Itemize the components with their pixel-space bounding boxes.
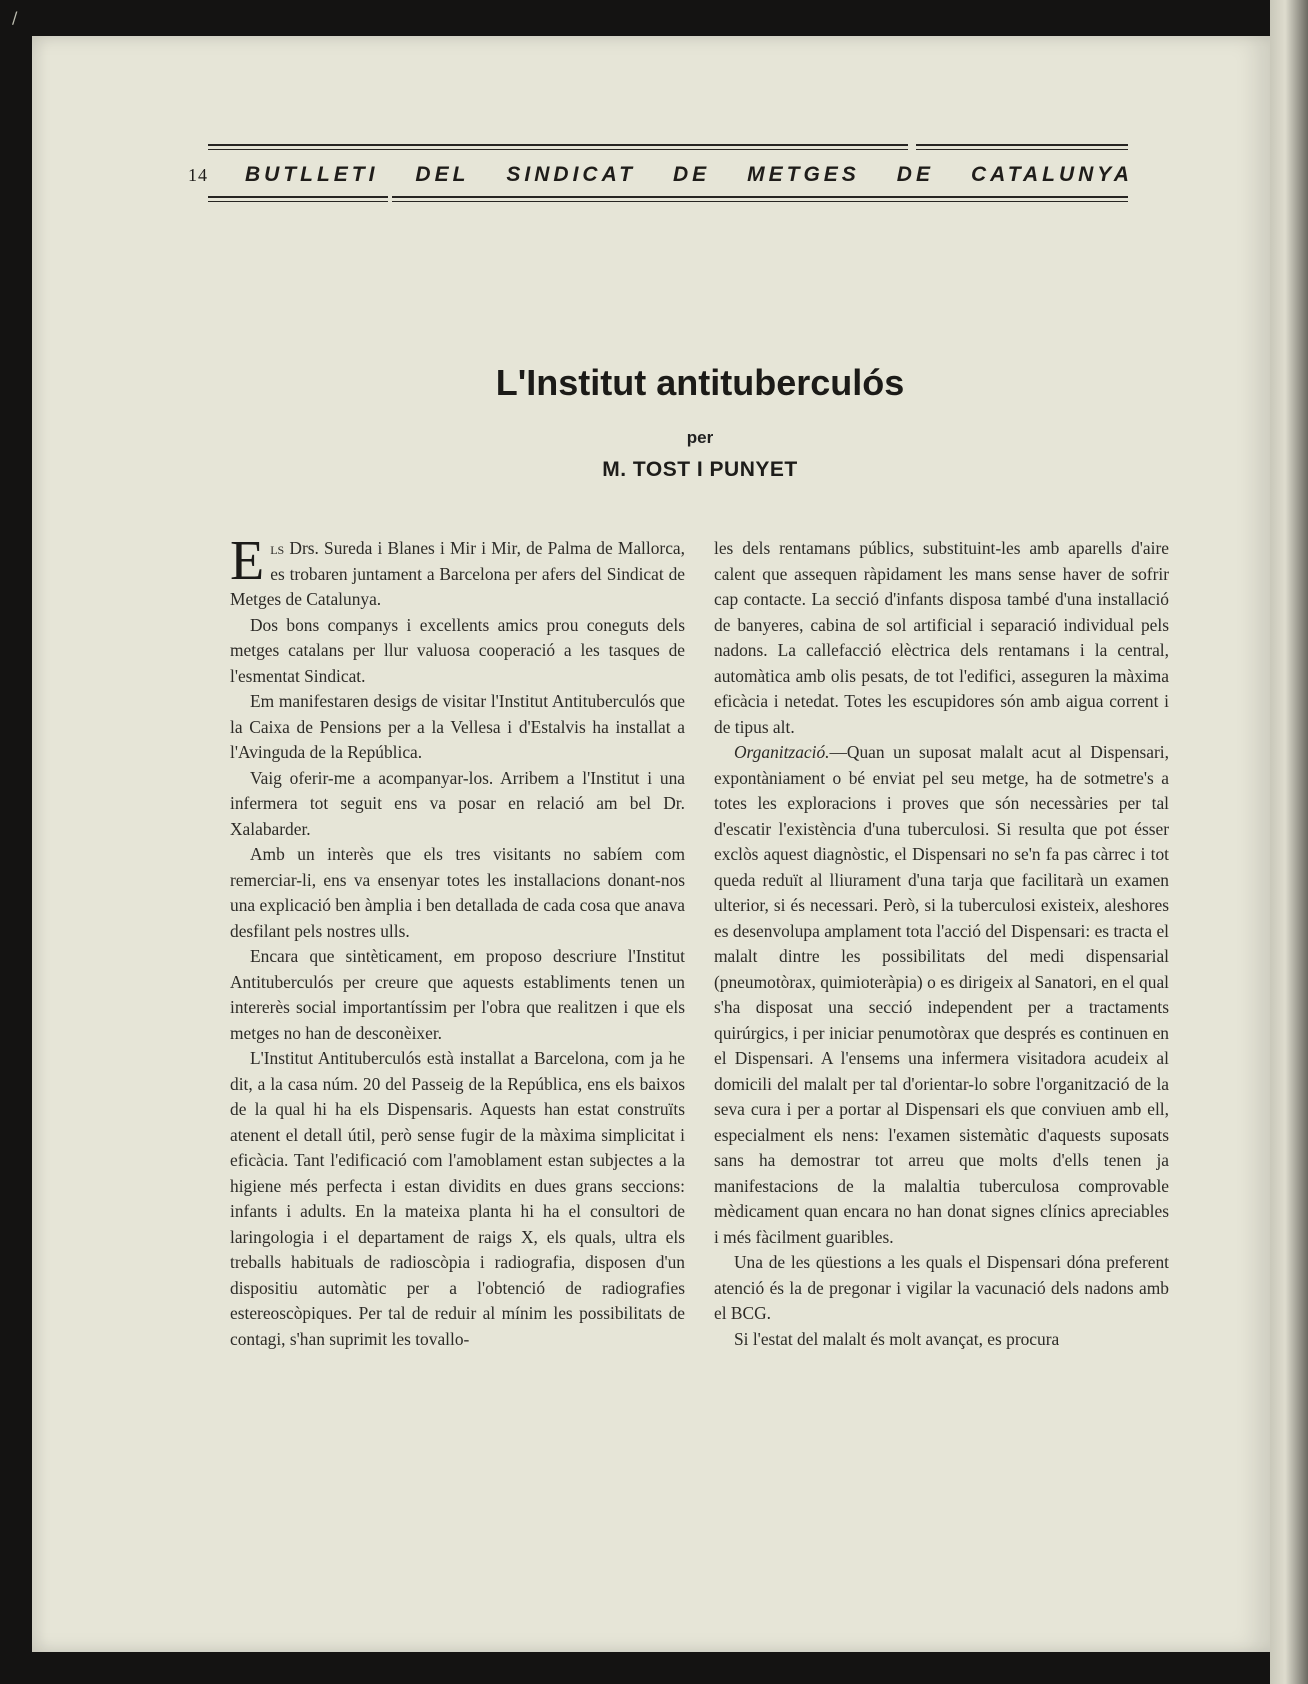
adjacent-page-edge xyxy=(1270,0,1308,1684)
running-head-word: CATALUNYA xyxy=(970,163,1133,186)
paragraph xyxy=(230,530,685,613)
running-head-text xyxy=(188,163,1133,187)
paragraph: Vaig oferir-me a acompanyar-los. Arribem a l'Institut i una infermera tot seguit ens va posar en relació am bel Dr. Xalabarder. xyxy=(230,767,685,839)
running-head-word: BUTLLETI xyxy=(244,163,379,186)
paragraph: Amb un interès que els tres visitants no sabíem com remerciar-li, ens va ensenyar totes les installacions donant-nos una explicació ben àmplia i ben detallada de cada cosa que anava desfilant pels nostres ulls. xyxy=(230,844,685,941)
drop-cap: E xyxy=(230,530,265,592)
paragraph: Encara que sintèticament, em proposo descriure l'Institut Antituberculós per creure que aquests establiments tenen un intererès social importantíssim per l'obra que realitzen i que els metges no han de desconèixer. xyxy=(230,946,685,1043)
header-rule-top-left xyxy=(208,144,908,146)
paragraph xyxy=(714,740,1169,1250)
header-rule-bottom-1-thin xyxy=(208,201,388,202)
paragraph: L'Institut Antituberculós està installat a Barcelona, com ja he dit, a la casa núm. 20 del Passeig de la República, ens els baixos de la qual hi ha els Dispensaris. Aquests han estat construïts atenent el detall útil, però sense fugir de la màxima simplicitat i eficàcia. Tant l'edificació com l'amoblament estan subjectes a la higiene més perfecta i estan dividits en dues grans seccions: infants i adults. En la mateixa planta hi ha el consultori de laringologia i el departament de raigs X, els quals, ultra els treballs habituals de radioscòpia i radiografia, disposen d'un dispositiu automàtic per a l'obtenció de radiografies estereoscòpiques. Per tal de reduir al mínim les possibilitats de contagi, s'han suprimit les tovallo- xyxy=(230,1048,685,1349)
header-rule-top-right xyxy=(916,144,1128,146)
running-head-word: DEL xyxy=(415,163,470,186)
paragraph: Em manifestaren desigs de visitar l'Institut Antituberculós que la Caixa de Pensions per a la Vellesa i d'Estalvis ha installat a l'Avinguda de la República. xyxy=(230,691,685,762)
byline-per: per xyxy=(686,428,714,447)
paragraph: Si l'estat del malalt és molt avançat, es procura xyxy=(734,1328,1060,1349)
header-rule-top-left-thin xyxy=(208,149,908,150)
article-title: L'Institut antituberculós xyxy=(495,362,905,403)
running-head-word: DE xyxy=(672,163,711,186)
paragraph-text: —Quan un suposat malalt acut al Dispensari, expontàniament o bé enviat pel seu metge, ha de sotmetre's a totes les exploracions i proves que són necessàries per tal d'escatir l'existència d'una tuberculosi. Si resulta que pot ésser exclòs aquest diagnòstic, el Dispensari no se'n fa pas càrrec i tot queda reduït al lliurament d'una tarja que facilitarà un examen ulterior, si és necessari. Però, si la tuberculosi existeix, aleshores es desenvolupa amplament tota l'acció del Dispensari: es tracta el malalt dintre les possibilitats del medi dispensarial (pneumotòrax, quimioteràpia) o es dirigeix al Sanatori, en el qual s'ha disposat una secció independent per a tractaments quirúrgics, i per iniciar penumotòrax que després es continuen en el Dispensari. A l'ensems una infermera visitadora acudeix al domicili del malalt per tal d'orientar-lo sobre l'organització de la seva cura i per a portar al Dispensari els que conviuen amb ell, especialment els nens: l'examen sistemàtic d'aquests suposats sans ha demostrar tot arreu que molts d'ells tenen ja manifestacions de la malaltia tuberculosa comprovable mèdicament quan encara no han donat signes clínics apreciables i més fàcilment guaribles. xyxy=(714,742,1169,1247)
header-rule-bottom-2 xyxy=(392,196,1128,198)
running-head-word: SINDICAT xyxy=(506,163,636,186)
running-head xyxy=(188,144,1133,202)
paragraph: les dels rentamans públics, substituint-les amb aparells d'aire calent que assequen ràpidament les mans sense haver de sofrir cap contacte. La secció d'infants disposa també d'una installació de banyeres, cabina de sol artificial i separació individual pels nadons. La callefacció elèctrica dels rentamans i la central, automàtica amb olis pesats, de tot l'edifici, asseguren la màxima eficàcia i netedat. Totes les escupidores són amb aigua corrent i de tipus alt. xyxy=(714,538,1169,737)
right-column xyxy=(714,536,1169,1352)
first-word-rest: ls xyxy=(270,538,285,558)
paragraph: Dos bons companys i excellents amics prou coneguts dels metges catalans per llur valuosa cooperació a les tasques de l'esmentat Sindicat. xyxy=(230,614,685,686)
scan-corner-mark: / xyxy=(12,8,18,27)
header-rule-bottom-1 xyxy=(208,196,388,198)
article-author: M. TOST I PUNYET xyxy=(602,458,798,481)
paragraph: Una de les qüestions a les quals el Dispensari dóna preferent atenció és la de pregonar i vigilar la vacunació dels nadons amb el BCG. xyxy=(714,1252,1169,1323)
page-number: 14 xyxy=(188,165,208,185)
section-heading: Organització. xyxy=(734,742,830,762)
running-head-word: DE xyxy=(896,163,934,186)
paragraph-text: Drs. Sureda i Blanes i Mir i Mir, de Palma de Mallorca, es trobaren juntament a Barcelona per afers del Sindicat de Metges de Catalunya. xyxy=(230,538,685,609)
header-rule-bottom-2-thin xyxy=(392,201,1128,202)
running-head-word: METGES xyxy=(747,163,860,186)
left-column xyxy=(230,530,685,1352)
header-rule-top-right-thin xyxy=(916,149,1128,150)
